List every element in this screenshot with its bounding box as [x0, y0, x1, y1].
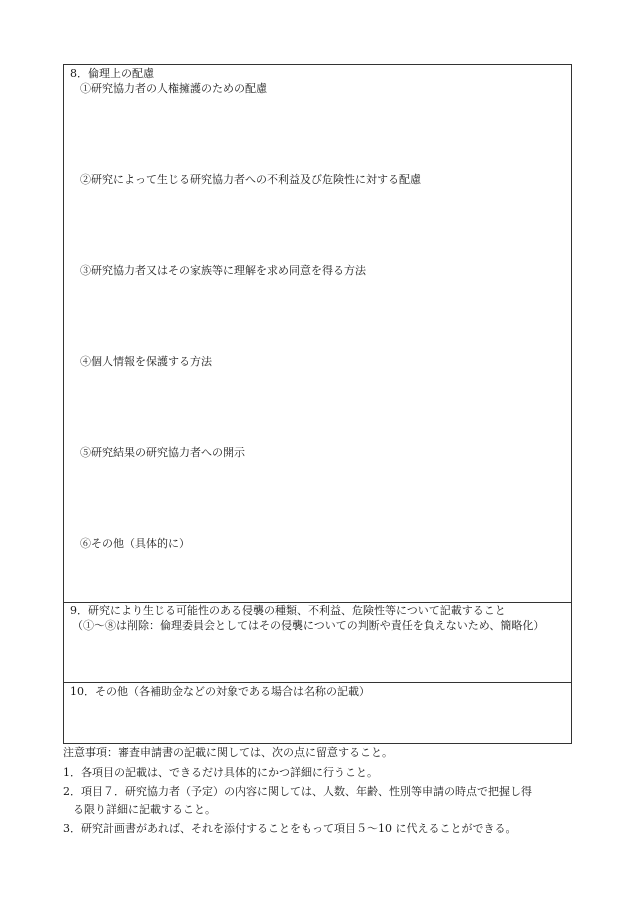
- ethics-form-table: [63, 64, 572, 744]
- note-item-2-line-2: る限り詳細に記載すること。: [73, 803, 216, 816]
- note-item-1: 1．各項目の記載は、できるだけ具体的にかつ詳細に行うこと。: [63, 766, 378, 779]
- section-10-other: [64, 682, 571, 744]
- section-9-note: （①〜⑧は削除：倫理委員会としてはその侵襲についての判断や責任を負えないため、簡略化）: [72, 619, 545, 632]
- item-personal-information-protection: ④個人情報を保護する方法: [80, 355, 212, 368]
- item-consent-method: ③研究協力者又はその家族等に理解を求め同意を得る方法: [80, 264, 366, 277]
- item-disadvantage-and-risk: ②研究によって生じる研究協力者への不利益及び危険性に対する配慮: [80, 173, 421, 186]
- section-8-ethical-considerations: [64, 65, 571, 603]
- note-item-3: 3．研究計画書があれば、それを添付することをもって項目５〜10 に代えることができる。: [63, 822, 517, 835]
- section-9-invasion-risk: [64, 602, 571, 683]
- notes-title: 注意事項：審査申請書の記載に関しては、次の点に留意すること。: [63, 746, 393, 759]
- item-human-rights-protection: ①研究協力者の人権擁護のための配慮: [80, 82, 267, 95]
- section-9-heading: 9．研究により生じる可能性のある侵襲の種類、不利益、危険性等について記載すること: [70, 604, 506, 617]
- item-other: ⑥その他（具体的に）: [80, 537, 190, 550]
- section-10-heading: 10．その他（各補助金などの対象である場合は名称の記載）: [70, 685, 370, 698]
- note-item-2-line-1: 2．項目７．研究協力者（予定）の内容に関しては、人数、年齢、性別等申請の時点で把握し得: [63, 785, 532, 798]
- item-result-disclosure: ⑤研究結果の研究協力者への開示: [80, 446, 245, 459]
- section-8-heading: 8．倫理上の配慮: [70, 67, 154, 80]
